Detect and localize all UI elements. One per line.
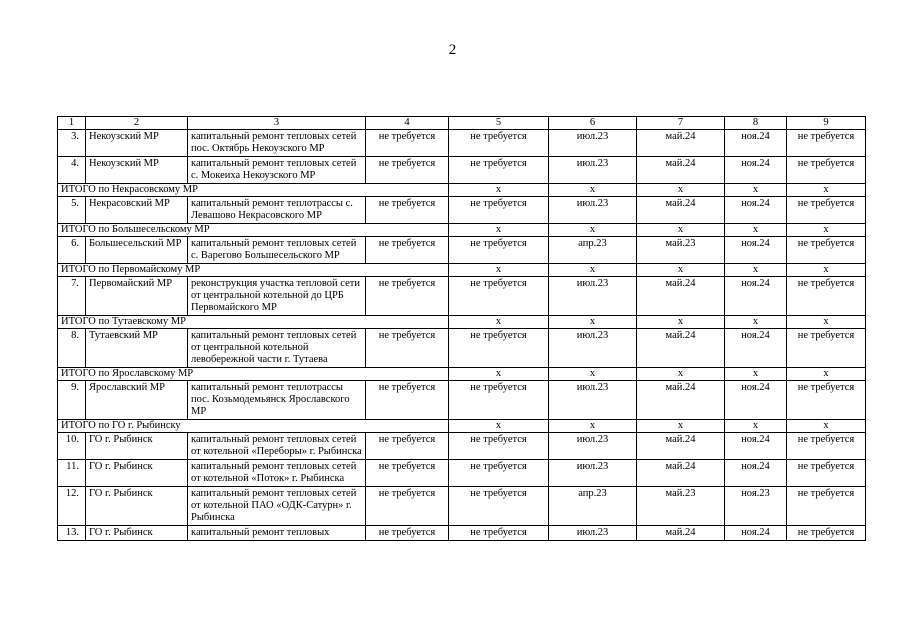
value-cell-c7: май.23 <box>637 487 725 526</box>
value-cell-c5: не требуется <box>449 433 549 460</box>
value-cell-c6: июл.23 <box>549 157 637 184</box>
value-cell-c4: не требуется <box>366 130 449 157</box>
total-mark: х <box>637 368 725 381</box>
district-cell: Первомайский МР <box>86 277 188 316</box>
district-cell: Ярославский МР <box>86 381 188 420</box>
value-cell-c8: ноя.24 <box>725 277 787 316</box>
row-number: 9. <box>58 381 86 420</box>
total-label: ИТОГО по Большесельскому МР <box>58 224 449 237</box>
value-cell-c6: июл.23 <box>549 460 637 487</box>
table-row <box>58 277 866 316</box>
value-cell-c4: не требуется <box>366 460 449 487</box>
header-cell: 3 <box>188 117 366 130</box>
row-number: 11. <box>58 460 86 487</box>
value-cell-c9: не требуется <box>787 433 866 460</box>
value-cell-c7: май.24 <box>637 329 725 368</box>
value-cell-c4: не требуется <box>366 487 449 526</box>
table-row <box>58 487 866 526</box>
value-cell-c5: не требуется <box>449 329 549 368</box>
table-row <box>58 197 866 224</box>
value-cell-c8: ноя.24 <box>725 197 787 224</box>
row-number: 12. <box>58 487 86 526</box>
work-description-cell: капитальный ремонт тепловых сетей с. Мокеиха Некоузского МР <box>188 157 366 184</box>
value-cell-c4: не требуется <box>366 277 449 316</box>
value-cell-c7: май.24 <box>637 197 725 224</box>
value-cell-c6: апр.23 <box>549 487 637 526</box>
total-mark: х <box>549 184 637 197</box>
value-cell-c8: ноя.24 <box>725 460 787 487</box>
table-row <box>58 526 866 541</box>
value-cell-c9: не требуется <box>787 381 866 420</box>
total-mark: х <box>725 316 787 329</box>
value-cell-c4: не требуется <box>366 237 449 264</box>
value-cell-c9: не требуется <box>787 130 866 157</box>
value-cell-c8: ноя.24 <box>725 526 787 541</box>
total-row <box>58 264 866 277</box>
value-cell-c6: июл.23 <box>549 381 637 420</box>
total-mark: х <box>725 368 787 381</box>
total-label: ИТОГО по Ярославскому МР <box>58 368 449 381</box>
total-row <box>58 316 866 329</box>
value-cell-c9: не требуется <box>787 460 866 487</box>
district-cell: Некоузский МР <box>86 130 188 157</box>
table-row <box>58 381 866 420</box>
value-cell-c8: ноя.24 <box>725 329 787 368</box>
value-cell-c9: не требуется <box>787 526 866 541</box>
total-mark: х <box>787 316 866 329</box>
table-row <box>58 329 866 368</box>
value-cell-c8: ноя.24 <box>725 433 787 460</box>
total-mark: х <box>637 184 725 197</box>
row-number: 13. <box>58 526 86 541</box>
header-cell: 6 <box>549 117 637 130</box>
total-mark: х <box>787 224 866 237</box>
work-description-cell: капитальный ремонт тепловых сетей с. Варегово Большесельского МР <box>188 237 366 264</box>
row-number: 5. <box>58 197 86 224</box>
value-cell-c6: июл.23 <box>549 277 637 316</box>
total-label: ИТОГО по Некрасовскому МР <box>58 184 449 197</box>
district-cell: Некоузский МР <box>86 157 188 184</box>
total-mark: х <box>725 184 787 197</box>
value-cell-c7: май.24 <box>637 433 725 460</box>
value-cell-c4: не требуется <box>366 433 449 460</box>
value-cell-c6: апр.23 <box>549 237 637 264</box>
value-cell-c6: июл.23 <box>549 433 637 460</box>
header-cell: 7 <box>637 117 725 130</box>
header-cell: 8 <box>725 117 787 130</box>
work-description-cell: капитальный ремонт тепловых <box>188 526 366 541</box>
header-cell: 9 <box>787 117 866 130</box>
value-cell-c7: май.24 <box>637 460 725 487</box>
value-cell-c8: ноя.24 <box>725 130 787 157</box>
district-cell: Большесельский МР <box>86 237 188 264</box>
total-mark: х <box>787 184 866 197</box>
work-description-cell: капитальный ремонт теплотрассы пос. Козьмодемьянск Ярославского МР <box>188 381 366 420</box>
value-cell-c5: не требуется <box>449 277 549 316</box>
table-row <box>58 433 866 460</box>
district-cell: Некрасовский МР <box>86 197 188 224</box>
value-cell-c8: ноя.24 <box>725 381 787 420</box>
work-description-cell: капитальный ремонт тепловых сетей от котельной «Переборы» г. Рыбинска <box>188 433 366 460</box>
row-number: 7. <box>58 277 86 316</box>
header-cell: 2 <box>86 117 188 130</box>
total-row <box>58 224 866 237</box>
value-cell-c7: май.23 <box>637 237 725 264</box>
work-description-cell: капитальный ремонт тепловых сетей пос. Октябрь Некоузского МР <box>188 130 366 157</box>
total-label: ИТОГО по ГО г. Рыбинску <box>58 420 449 433</box>
total-mark: х <box>449 316 549 329</box>
row-number: 8. <box>58 329 86 368</box>
total-mark: х <box>637 264 725 277</box>
value-cell-c7: май.24 <box>637 130 725 157</box>
total-mark: х <box>787 420 866 433</box>
total-row <box>58 184 866 197</box>
total-row <box>58 420 866 433</box>
table-row <box>58 130 866 157</box>
total-mark: х <box>449 264 549 277</box>
work-description-cell: капитальный ремонт тепловых сетей от центральной котельной левобережной части г. Тутаева <box>188 329 366 368</box>
total-mark: х <box>787 264 866 277</box>
district-cell: Тутаевский МР <box>86 329 188 368</box>
work-description-cell: капитальный ремонт тепловых сетей от котельной «Поток» г. Рыбинска <box>188 460 366 487</box>
value-cell-c7: май.24 <box>637 157 725 184</box>
total-mark: х <box>449 368 549 381</box>
value-cell-c6: июл.23 <box>549 197 637 224</box>
value-cell-c5: не требуется <box>449 460 549 487</box>
total-mark: х <box>787 368 866 381</box>
value-cell-c5: не требуется <box>449 381 549 420</box>
value-cell-c7: май.24 <box>637 381 725 420</box>
header-cell: 4 <box>366 117 449 130</box>
work-description-cell: реконструкция участка тепловой сети от центральной котельной до ЦРБ Первомайского МР <box>188 277 366 316</box>
value-cell-c4: не требуется <box>366 197 449 224</box>
value-cell-c5: не требуется <box>449 130 549 157</box>
total-mark: х <box>449 420 549 433</box>
total-mark: х <box>725 264 787 277</box>
value-cell-c5: не требуется <box>449 237 549 264</box>
value-cell-c5: не требуется <box>449 197 549 224</box>
value-cell-c7: май.24 <box>637 277 725 316</box>
total-mark: х <box>549 316 637 329</box>
total-mark: х <box>725 420 787 433</box>
value-cell-c8: ноя.24 <box>725 157 787 184</box>
table-row <box>58 237 866 264</box>
district-cell: ГО г. Рыбинск <box>86 460 188 487</box>
value-cell-c6: июл.23 <box>549 526 637 541</box>
total-mark: х <box>449 224 549 237</box>
total-mark: х <box>637 420 725 433</box>
value-cell-c5: не требуется <box>449 526 549 541</box>
header-cell: 1 <box>58 117 86 130</box>
total-mark: х <box>549 368 637 381</box>
total-mark: х <box>549 224 637 237</box>
total-mark: х <box>637 224 725 237</box>
value-cell-c4: не требуется <box>366 329 449 368</box>
value-cell-c4: не требуется <box>366 381 449 420</box>
row-number: 10. <box>58 433 86 460</box>
value-cell-c8: ноя.23 <box>725 487 787 526</box>
total-label: ИТОГО по Тутаевскому МР <box>58 316 449 329</box>
total-mark: х <box>449 184 549 197</box>
value-cell-c9: не требуется <box>787 487 866 526</box>
work-description-cell: капитальный ремонт теплотрассы с. Левашово Некрасовского МР <box>188 197 366 224</box>
table-header-row <box>58 117 866 130</box>
row-number: 4. <box>58 157 86 184</box>
table-row <box>58 157 866 184</box>
value-cell-c6: июл.23 <box>549 130 637 157</box>
table-body <box>58 117 866 541</box>
value-cell-c9: не требуется <box>787 197 866 224</box>
row-number: 3. <box>58 130 86 157</box>
value-cell-c4: не требуется <box>366 526 449 541</box>
row-number: 6. <box>58 237 86 264</box>
total-mark: х <box>725 224 787 237</box>
total-mark: х <box>637 316 725 329</box>
total-label: ИТОГО по Первомайскому МР <box>58 264 449 277</box>
value-cell-c7: май.24 <box>637 526 725 541</box>
page-number: 2 <box>448 42 457 58</box>
header-cell: 5 <box>449 117 549 130</box>
district-cell: ГО г. Рыбинск <box>86 487 188 526</box>
value-cell-c4: не требуется <box>366 157 449 184</box>
district-cell: ГО г. Рыбинск <box>86 526 188 541</box>
total-row <box>58 368 866 381</box>
total-mark: х <box>549 420 637 433</box>
work-description-cell: капитальный ремонт тепловых сетей от котельной ПАО «ОДК-Сатурн» г. Рыбинска <box>188 487 366 526</box>
value-cell-c5: не требуется <box>449 157 549 184</box>
value-cell-c9: не требуется <box>787 329 866 368</box>
value-cell-c9: не требуется <box>787 237 866 264</box>
table-row <box>58 460 866 487</box>
value-cell-c5: не требуется <box>449 487 549 526</box>
value-cell-c8: ноя.24 <box>725 237 787 264</box>
schedule-table <box>57 116 866 541</box>
value-cell-c9: не требуется <box>787 157 866 184</box>
district-cell: ГО г. Рыбинск <box>86 433 188 460</box>
total-mark: х <box>549 264 637 277</box>
value-cell-c6: июл.23 <box>549 329 637 368</box>
value-cell-c9: не требуется <box>787 277 866 316</box>
